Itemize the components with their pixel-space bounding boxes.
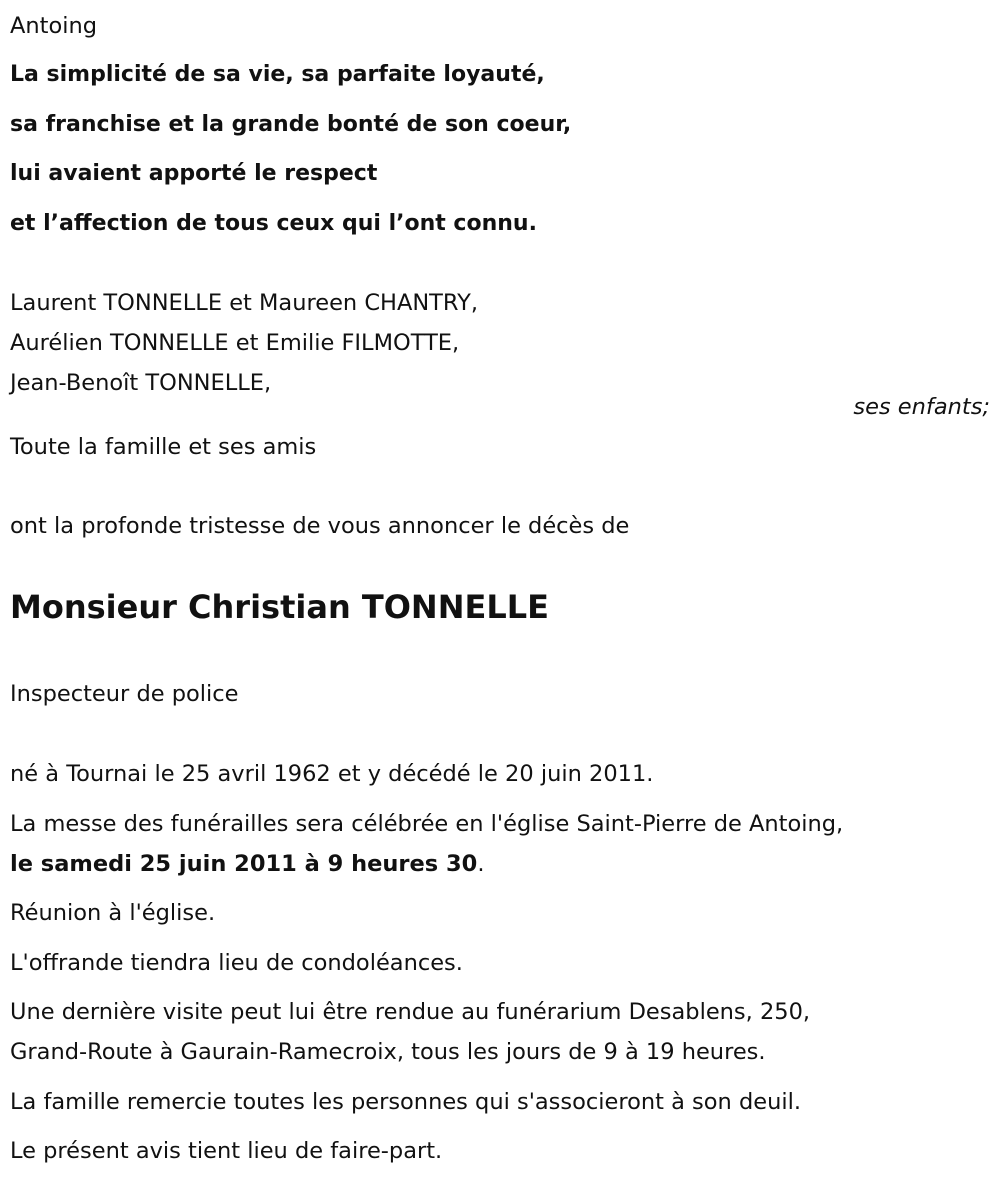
family-member: Laurent TONNELLE et Maureen CHANTRY,: [10, 290, 479, 316]
notice: Le présent avis tient lieu de faire-part.: [10, 1138, 443, 1164]
birth-death: né à Tournai le 25 avril 1962 et y décédé le 20 juin 2011.: [10, 761, 654, 787]
deceased-name: Monsieur Christian TONNELLE: [10, 588, 549, 626]
visit-line: Grand-Route à Gaurain-Ramecroix, tous les jours de 9 à 19 heures.: [10, 1039, 766, 1065]
offering: L'offrande tiendra lieu de condoléances.: [10, 950, 463, 976]
poem-line: et l’affection de tous ceux qui l’ont connu.: [10, 211, 537, 236]
poem-line: sa franchise et la grande bonté de son coeur,: [10, 112, 572, 137]
mass-date-end: .: [477, 851, 485, 877]
others: Toute la famille et ses amis: [10, 434, 317, 460]
poem-line: lui avaient apporté le respect: [10, 161, 378, 186]
meeting: Réunion à l'église.: [10, 900, 216, 926]
thanks: La famille remercie toutes les personnes qui s'associeront à son deuil.: [10, 1089, 801, 1115]
profession: Inspecteur de police: [10, 681, 239, 707]
mass-date: le samedi 25 juin 2011 à 9 heures 30: [10, 851, 478, 877]
visit-line: Une dernière visite peut lui être rendue au funérarium Desablens, 250,: [10, 999, 811, 1025]
announcement: ont la profonde tristesse de vous annoncer le décès de: [10, 513, 630, 539]
mass-line: La messe des funérailles sera célébrée en l'église Saint-Pierre de Antoing,: [10, 811, 844, 837]
family-member: Aurélien TONNELLE et Emilie FILMOTTE,: [10, 330, 460, 356]
family-member: Jean-Benoît TONNELLE,: [10, 370, 272, 396]
location: Antoing: [10, 13, 98, 39]
poem-line: La simplicité de sa vie, sa parfaite loyauté,: [10, 62, 545, 87]
family-role: ses enfants;: [853, 394, 990, 420]
mass-date-line: [10, 849, 484, 879]
